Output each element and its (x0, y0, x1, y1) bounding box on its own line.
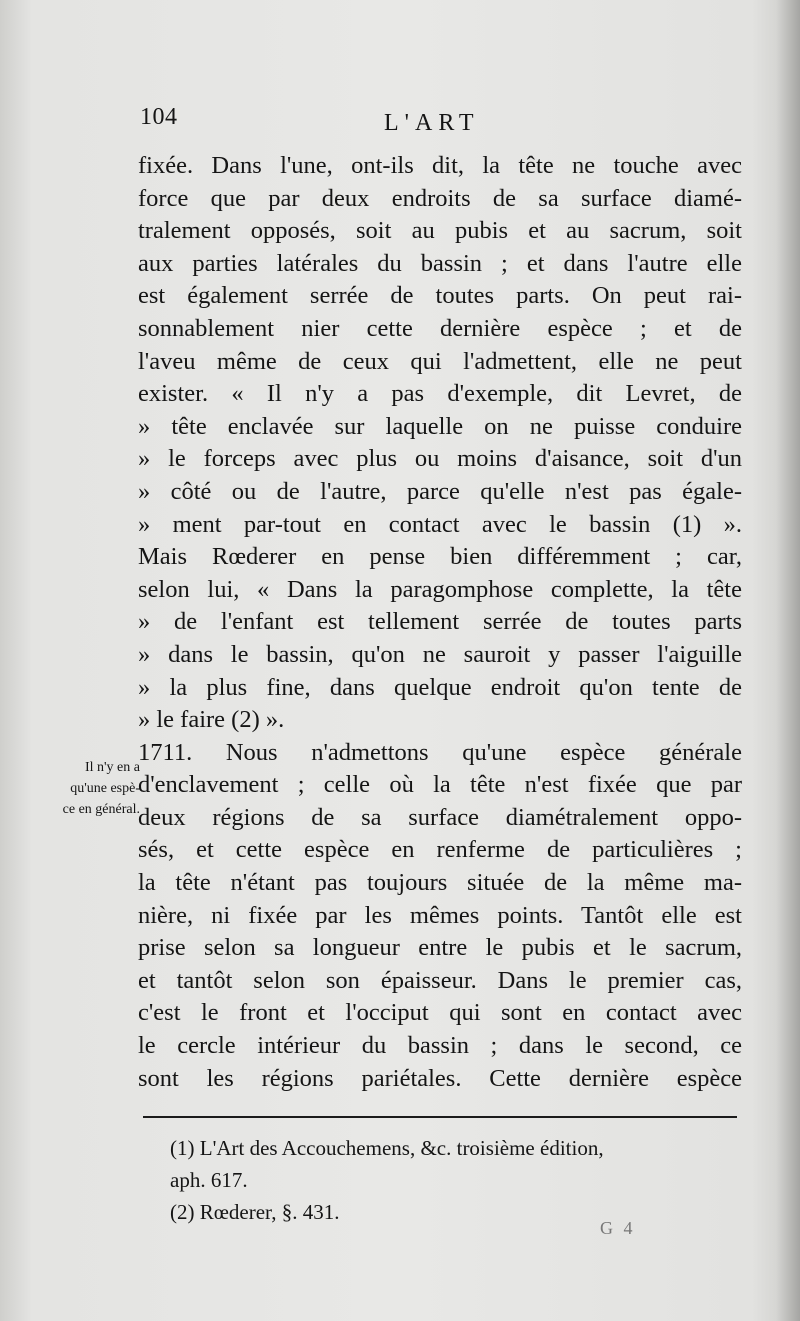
text-line: » tête enclavée sur laquelle on ne puisse conduire (138, 412, 742, 440)
text-line: selon lui, « Dans la paragomphose complette, la tête (138, 575, 742, 603)
text-line: sonnablement nier cette dernière espèce ; et de (138, 314, 742, 342)
margin-note-line: ce en général. (62, 802, 140, 817)
text-line: la tête n'étant pas toujours située de la même ma- (138, 869, 742, 897)
footnote-line: (2) Rœderer, §. 431. (170, 1200, 340, 1224)
text-line: sont les régions pariétales. Cette dernière espèce (138, 1064, 742, 1092)
text-line: prise selon sa longueur entre le pubis et le sacrum, (138, 934, 742, 962)
text-line: » ment par-tout en contact avec le bassin (1) ». (138, 510, 742, 538)
text-line: exister. « Il n'y a pas d'exemple, dit Levret, de (138, 380, 742, 408)
text-line: 1711. Nous n'admettons qu'une espèce générale (138, 738, 742, 766)
text-line: aux parties latérales du bassin ; et dans l'autre elle (138, 249, 742, 277)
page-header (140, 104, 740, 144)
text-line: et tantôt selon son épaisseur. Dans le premier cas, (138, 966, 742, 994)
text-line: force que par deux endroits de sa surface diamé- (138, 184, 742, 212)
text-line: » de l'enfant est tellement serrée de toutes parts (138, 608, 742, 636)
text-line: » dans le bassin, qu'on ne sauroit y passer l'aiguille (138, 640, 742, 668)
text-line: d'enclavement ; celle où la tête n'est fixée que par (138, 771, 742, 799)
text-line: fixée. Dans l'une, ont-ils dit, la tête ne touche avec (138, 152, 742, 179)
text-line: est également serrée de toutes parts. On peut rai- (138, 282, 742, 310)
text-line: le cercle intérieur du bassin ; dans le second, ce (138, 1032, 742, 1060)
text-line: c'est le front et l'occiput qui sont en contact avec (138, 999, 742, 1027)
footnote-line: aph. 617. (170, 1168, 248, 1192)
text-line: » le forceps avec plus ou moins d'aisance, soit d'un (138, 445, 742, 473)
text-line: l'aveu même de ceux qui l'admettent, elle ne peut (138, 347, 742, 375)
running-head: L'ART (384, 110, 480, 136)
margin-note-line: qu'une espè- (70, 781, 140, 796)
body-text (138, 150, 742, 1095)
margin-note (12, 757, 140, 820)
text-line: nière, ni fixée par les mêmes points. Tantôt elle est (138, 901, 742, 929)
margin-note-line: Il n'y en a (84, 760, 140, 775)
text-line: » la plus fine, dans quelque endroit qu'on tente de (138, 673, 742, 701)
footnote-line: (1) L'Art des Accouchemens, &c. troisième édition, (170, 1136, 604, 1160)
text-line: » côté ou de l'autre, parce qu'elle n'est pas égale- (138, 477, 742, 505)
page-number: 104 (140, 104, 178, 130)
footnote-rule (143, 1116, 737, 1118)
text-line: » le faire (2) ». (138, 706, 285, 734)
footnotes (170, 1132, 790, 1228)
signature-mark: G 4 (600, 1218, 636, 1238)
text-line: deux régions de sa surface diamétralement oppo- (138, 803, 742, 831)
text-line: tralement opposés, soit au pubis et au sacrum, soit (138, 217, 742, 245)
text-line: Mais Rœderer en pense bien différemment ; car, (138, 543, 742, 571)
text-line: sés, et cette espèce en renferme de particulières ; (138, 836, 742, 864)
page-edge-shadow (776, 0, 800, 1321)
